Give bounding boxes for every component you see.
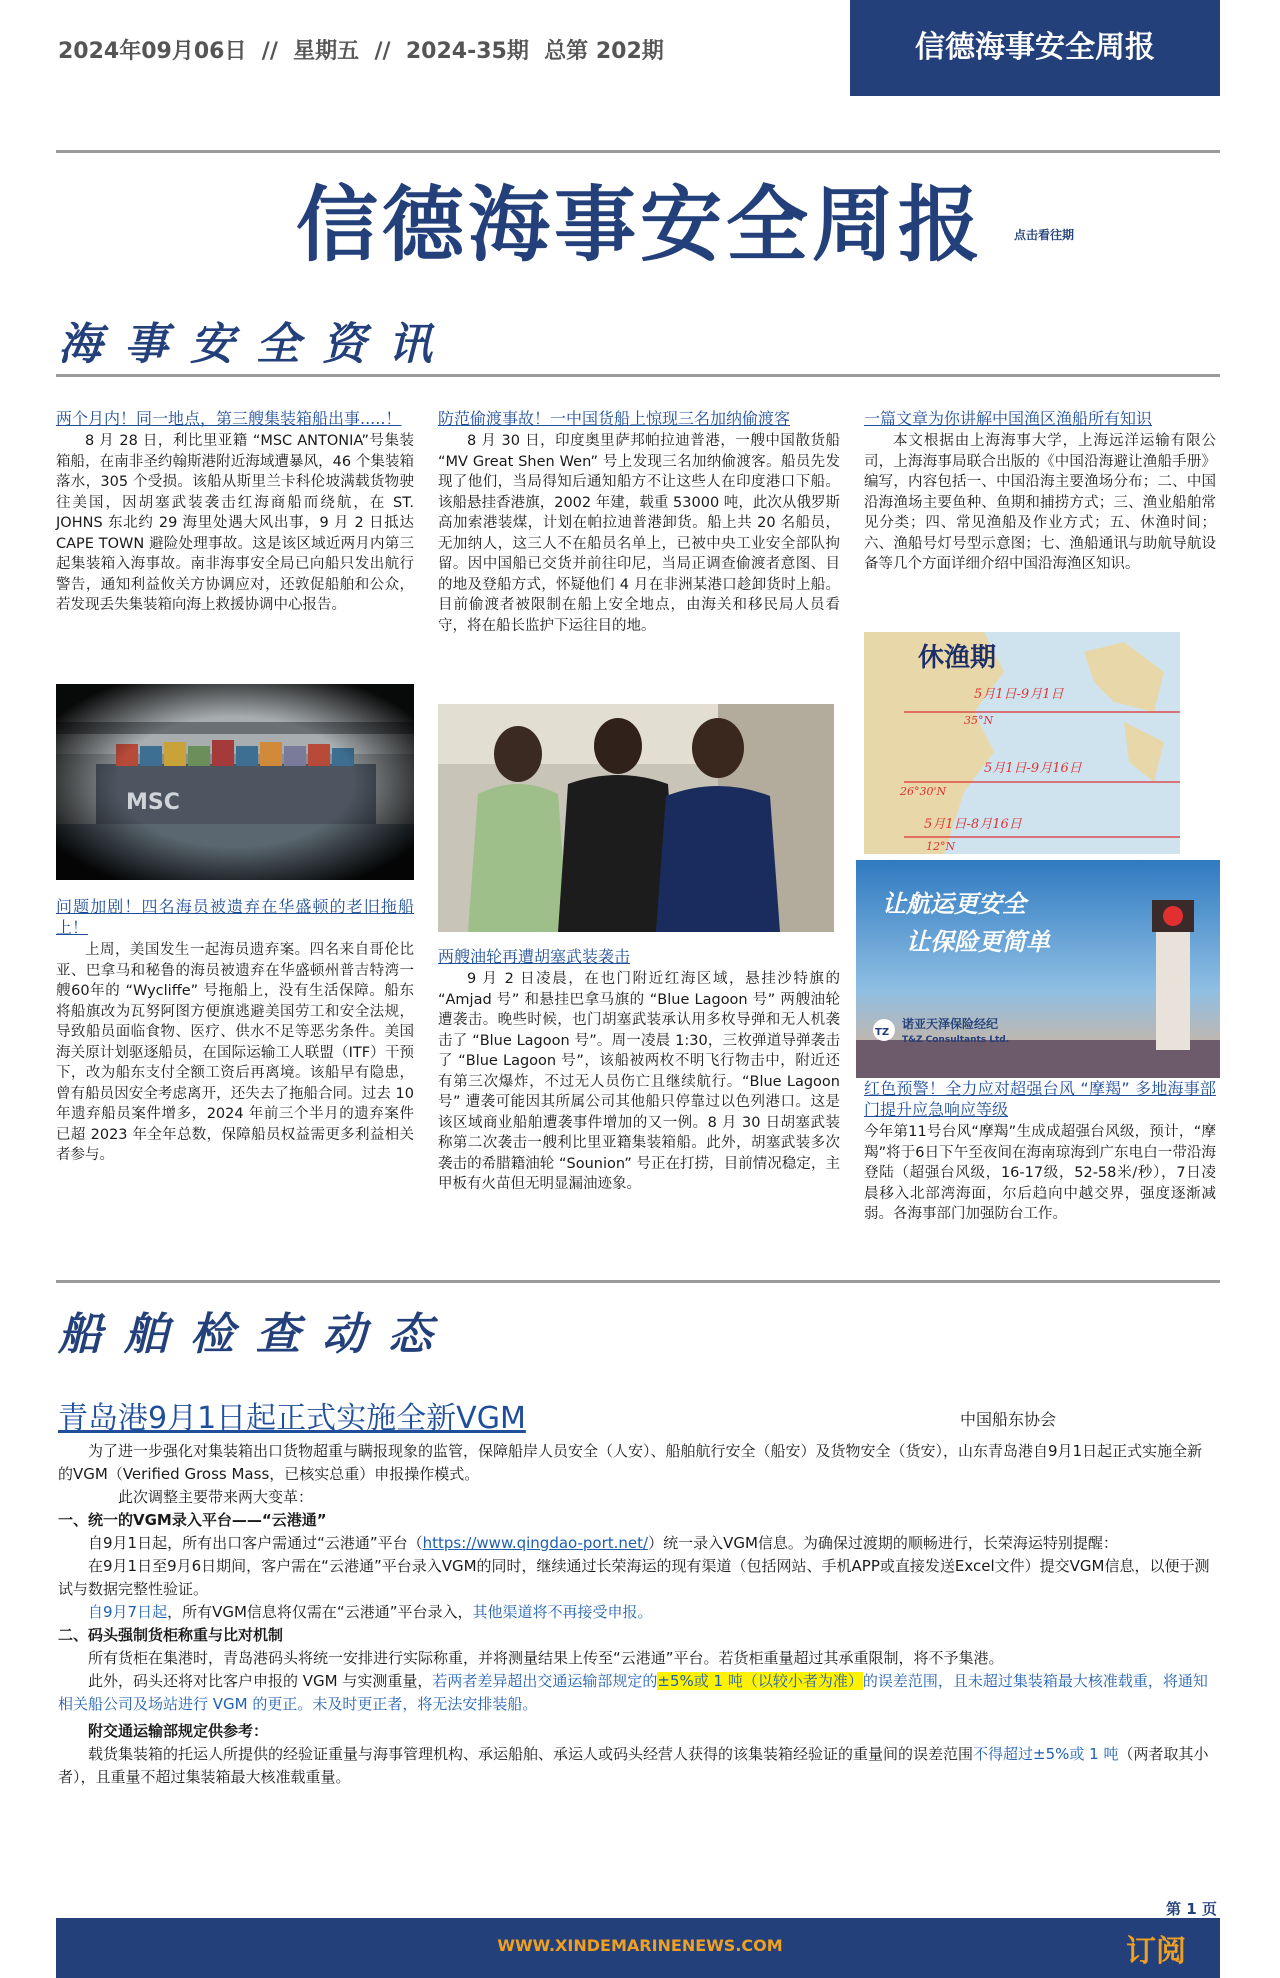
subscribe-button[interactable]: 订阅 — [1126, 1934, 1186, 1969]
footer-website-link[interactable]: WWW.XINDEMARINENEWS.COM — [497, 1936, 783, 1955]
article-link[interactable]: 两艘油轮再遭胡塞武装袭击 — [438, 947, 631, 966]
qingdao-port-link[interactable]: https://www.qingdao-port.net/ — [422, 1534, 649, 1552]
vgm-heading-3: 附交通运输部规定供参考： — [88, 1722, 269, 1740]
vgm-para-3: 自9月7日起，所有VGM信息将仅需在“云港通”平台录入，其他渠道将不再接受申报。 — [88, 1603, 653, 1621]
vgm-para-5: 此外，码头还将对比客户申报的 VGM 与实测重量，若两者差异超出交通运输部规定的±5%或 1 吨（以较小者为准）的误差范围，且未超过集装箱最大核准载重，将通知相关船公司及场站进行 VGM 的更正。未及时更正者，将无法安排装船。 — [58, 1672, 1208, 1713]
section-title-safety-news: 海事安全资讯 — [58, 319, 454, 370]
article-stowaways — [438, 408, 840, 636]
svg-text:让航运更安全: 让航运更安全 — [882, 890, 1026, 918]
article-link[interactable]: 问题加剧！四名海员被遗弃在华盛顿的老旧拖船上！ — [56, 897, 414, 937]
container-ship-photo — [56, 684, 414, 880]
vgm-para-2: 在9月1日至9月6日期间，客户需在“云港通”平台录入VGM的同时，继续通过长荣海运的现有渠道（包括网站、手机APP或直接发送Excel文件）提交VGM信息，以便于测试与数据完整性验证。 — [58, 1557, 1210, 1598]
svg-text:5月1日-8月16日: 5月1日-8月16日 — [924, 817, 1022, 832]
article-body: 8 月 28 日，利比里亚籍 “MSC ANTONIA”号集装箱船，在南非圣约翰斯港附近海域遭暴风，46 个集装箱落水，305 个受损。该船从斯里兰卡科伦坡满载货物驶往美国，因胡塞武装袭击红海商船而绕航，在 ST. JOHNS 东北约 29 海里处遇大风出事，9 月 2 日抵达 CAPE TOWN 避险处理事故。这是该区域近两月内第三起集装箱入海事故。南非海事安全局已向船只发出航行警告，通知利益攸关方协调应对，还敦促船舶和公众，若发现丢失集装箱向海上救援协调中心报告。 — [56, 433, 414, 613]
fishing-moratorium-map — [864, 632, 1180, 854]
insurance-ad-banner[interactable] — [856, 860, 1220, 1078]
vgm-heading-1: 一、统一的VGM录入平台——“云港通” — [58, 1511, 327, 1529]
header-divider — [56, 150, 1220, 153]
svg-text:5月1日-9月16日: 5月1日-9月16日 — [984, 761, 1082, 776]
section-divider — [56, 374, 1220, 377]
article-fishing-zones — [864, 408, 1216, 575]
vgm-intro-2: 此次调整主要带来两大变革： — [118, 1488, 314, 1506]
vgm-article-title[interactable]: 青岛港9月1日起正式实施全新VGM — [58, 1401, 526, 1436]
vgm-para-6: 载货集装箱的托运人所提供的经验证重量与海事管理机构、承运船舶、承运人或码头经营人获得的该集装箱经验证的重量间的误差范围不得超过±5%或 1 吨（两者取其小者），且重量不超过集装箱最大核准载重量。 — [58, 1745, 1209, 1786]
issue-date-line: 2024年09月06日 // 星期五 // 2024-35期 总第 202期 — [58, 39, 664, 64]
article-link[interactable]: 红色预警！全力应对超强台风 “摩羯” 多地海事部门提升应急响应等级 — [864, 1079, 1216, 1119]
header-badge: 信德海事安全周报 — [850, 0, 1220, 96]
article-link[interactable]: 两个月内！同一地点，第三艘集装箱船出事.....！ — [56, 409, 402, 428]
article-body: 上周，美国发生一起海员遗弃案。四名来自哥伦比亚、巴拿马和秘鲁的海员被遗弃在华盛顿州普吉特湾一艘60年的 “Wycliffe” 号拖船上，没有生活保障。船东将船旗改为瓦努阿图方便旗逃避美国劳工和安全法规，导致船员面临食物、医疗、供水不足等恶劣条件。美国海关原计划驱逐船员，在国际运输工人联盟（ITF）干预下，改为船东支付全额工资后再离境。该船早有隐患，曾有船员因安全考虑离开，还失去了拖船合同。过去 10 年遗弃船员案件增多，2024 年前三个半月的遗弃案件已超 2023 年全年总数，保障船员权益需更多利益相关者参与。 — [56, 942, 414, 1163]
vgm-article-body — [58, 1440, 1213, 1789]
article-link[interactable]: 防范偷渡事故！一中国货船上惊现三名加纳偷渡客 — [438, 409, 791, 428]
svg-text:TZ: TZ — [875, 1027, 890, 1038]
article-body: 8 月 30 日，印度奥里萨邦帕拉迪普港，一艘中国散货船 “MV Great Shen Wen” 号上发现三名加纳偷渡客。船员先发现了他们，当局得知后通知船方不让这些人在印度港口下船。该船悬挂香港旗，2002 年建，载重 53000 吨，此次从俄罗斯高加索港装煤，计划在帕拉迪普港卸货。船上共 20 名船员，无加纳人，这三人不在船员名单上，已被中央工业安全部队拘留。因中国船已交货并前往印尼，当局正调查偷渡者意图、目的地及登船方式，怀疑他们 4 月在非洲某港口趁卸货时上船。目前偷渡者被限制在船上安全地点，由海关和移民局人员看守，将在船长监护下运往目的地。 — [438, 433, 840, 634]
past-issues-link[interactable]: 点击看往期 — [1014, 228, 1075, 242]
article-link[interactable]: 一篇文章为你讲解中国渔区渔船所有知识 — [864, 409, 1153, 428]
vgm-heading-2: 二、码头强制货柜称重与比对机制 — [58, 1626, 284, 1644]
section-divider — [56, 1280, 1220, 1283]
masthead-title: 信德海事安全周报 — [295, 178, 984, 273]
section-title-inspection: 船舶检查动态 — [58, 1309, 454, 1360]
svg-text:12°N: 12°N — [926, 840, 956, 853]
stowaways-photo — [438, 704, 834, 932]
svg-text:诺亚天泽保险经纪: 诺亚天泽保险经纪 — [902, 1017, 999, 1031]
tolerance-highlight: ±5%或 1 吨（以较小者为准） — [657, 1672, 863, 1690]
svg-text:休渔期: 休渔期 — [918, 643, 997, 673]
article-houthi-attack — [438, 946, 840, 1195]
article-body: 9 月 2 日凌晨，在也门附近红海区域，悬挂沙特旗的 “Amjad 号” 和悬挂巴拿马旗的 “Blue Lagoon 号” 两艘油轮遭袭击。晚些时候，也门胡塞武装承认用多枚导弹和无人机袭击了 “Blue Lagoon 号”。周一凌晨 1:30，三枚弹道导弹袭击了 “Blue Lagoon 号”，该船被两枚不明飞行物击中，附近还有第三次爆炸，不过无人员伤亡且继续航行。“Blue Lagoon 号” 遭袭可能因其所属公司其他船只停靠过以色列港口。这是该区域商业船舶遭袭事件增加的又一例。8 月 30 日胡塞武装称第二次袭击一艘利比里亚籍集装箱船。此外，胡塞武装多次袭击的希腊籍油轮 “Sounion” 号正在打捞，目前情况稳定，主甲板有火苗但无明显漏油迹象。 — [438, 971, 840, 1192]
vgm-article-source: 中国船东协会 — [960, 1410, 1057, 1429]
article-body: 今年第11号台风“摩羯”生成成超强台风级，预计，“摩羯”将于6日下午至夜间在海南琼海到广东电白一带沿海登陆（超强台风级，16-17级，52-58米/秒），7日凌晨移入北部湾海面，尔后趋向中越交界，强度逐渐减弱。各海事部门加强防台工作。 — [864, 1124, 1216, 1222]
article-msc-antonia — [56, 408, 414, 616]
vgm-intro: 为了进一步强化对集装箱出口货物超重与瞒报现象的监管，保障船岸人员安全（人安）、船舶航行安全（船安）及货物安全（货安），山东青岛港自9月1日起正式实施全新的VGM（Verified Gross Mass，已核实总重）申报操作模式。 — [58, 1442, 1203, 1483]
svg-text:T&Z Consultants Ltd.: T&Z Consultants Ltd. — [902, 1035, 1010, 1045]
vgm-para-4: 所有货柜在集港时，青岛港码头将统一安排进行实际称重，并将测量结果上传至“云港通”平台。若货柜重量超过其承重限制，将不予集港。 — [88, 1649, 1004, 1667]
article-typhoon-yagi — [864, 1078, 1216, 1225]
svg-text:让保险更简单: 让保险更简单 — [906, 928, 1050, 956]
svg-text:5月1日-9月1日: 5月1日-9月1日 — [974, 687, 1064, 702]
article-body: 本文根据由上海海事大学，上海远洋运输有限公司，上海海事局联合出版的《中国沿海避让渔船手册》编写，内容包括一、中国沿海主要渔场分布；二、中国沿海渔场主要鱼种、鱼期和捕捞方式；三、渔业船舶常见分类；四、常见渔船及作业方式；五、休渔时间；六、渔船号灯号型示意图；七、渔船通讯与助航导航设备等几个方面详细介绍中国沿海渔区知识。 — [864, 433, 1216, 572]
svg-text:35°N: 35°N — [964, 714, 994, 727]
article-abandoned-seafarers — [56, 896, 414, 1166]
page-number: 第 1 页 — [1166, 1900, 1217, 1918]
svg-text:26°30'N: 26°30'N — [900, 785, 947, 798]
vgm-para-1: 自9月1日起，所有出口客户需通过“云港通”平台（https://www.qingdao-port.net/）统一录入VGM信息。为确保过渡期的顺畅进行，长荣海运特别提醒： — [88, 1534, 1118, 1552]
